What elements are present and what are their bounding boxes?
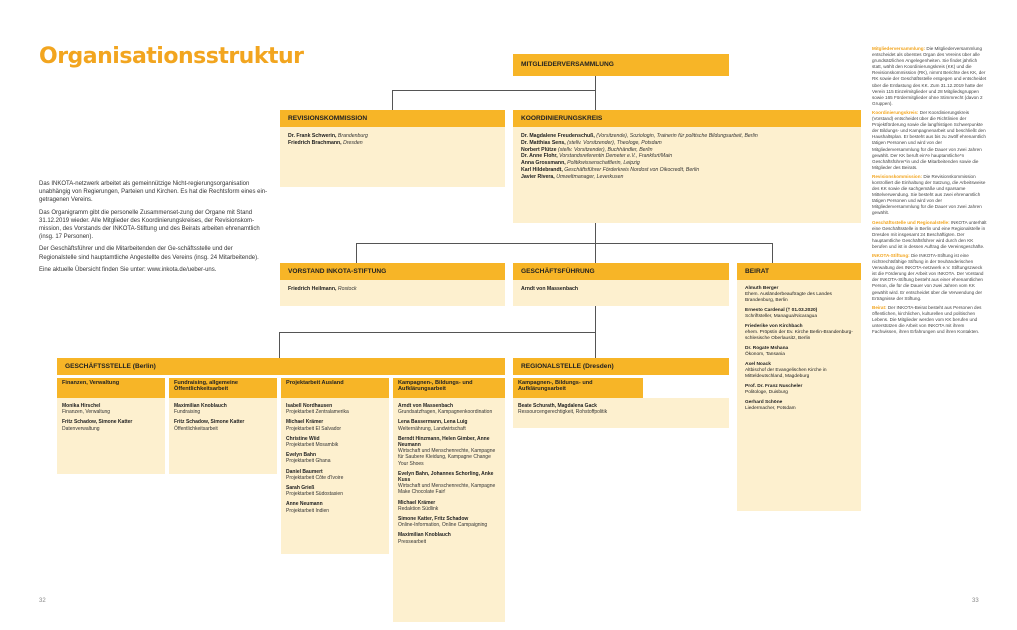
staff-entry: Lena Bassermann, Lena Luig Welternährung, Landwirtschaft [398,419,468,432]
staff-entry: Isabell Nordhausen Projektarbeit Zentralamerika [286,403,349,416]
member-entry: Friederike von Kirchbach ehem. Pröpstin der Ev. Kirche Berlin-Brandenburg-schlesische Oberlausitz, Berlin [745,324,853,341]
staff-entry: Daniel Baumert Projektarbeit Côte d'Ivoire [286,468,344,481]
department-label: Kampagnen-, Bildungs- und Aufklärungsarbeit [393,378,505,398]
beirat-box [737,263,861,511]
sidebar-paragraph: Mitgliederversammlung: Die Mitgliederversammlung entscheidet als oberstes Organ des Vereins über alle grundsätzlichen Angelegenheiten. Sie findet jährlich statt, wählt den Koordinierungskreis (KK) und die Revisionskommission (RK), nimmt Berichte des KK, der RK sowie der Geschäftsstelle entgegen und entscheidet über die Entlastung des KK. Zum 31.12.2019 hatte der Verein 115 Einzelmitglieder und 28 Mitgliedsgruppen sowie 165 Fördermitglieder ohne Stimmrecht (davon 2 Gruppen). [872,46,987,106]
department-projektarbeit [281,378,389,554]
connector-line [772,243,773,263]
connector-line [279,332,595,333]
connector-line [595,332,596,358]
staff-entry: Michael Krämer Projektarbeit El Salvador [286,419,342,432]
sidebar-explanations [872,46,988,338]
member-line: Dr. Magdalene Freudenschuß, (Vorsitzende), Soziologin, Trainerin für politische Bildungsarbeit, Berlin [521,133,758,139]
staff-entry: Michael Krämer Redaktion Südlink [398,499,439,512]
staff-entry: Simone Katter, Fritz Schadow Online-Information, Online Campaigning [398,516,488,529]
member-entry: Dr. Rogate Mshana Ökonom, Tansania [745,346,789,357]
member-entry: Axel Noack Altbischof der Evangelischen Kirche in Mitteldeutschland, Magdeburg [745,362,827,379]
department-staff [281,398,389,554]
department-staff [57,398,165,474]
member-line: Karl Hildebrandt, Geschäftsführer Förderkreis Nordost von Oikocredit, Berlin [521,166,700,173]
member-line: Dr. Matthias Sens, (stellv. Vorsitzender), Theologe, Potsdam [521,139,662,146]
connector-line [279,332,280,358]
connector-line [595,90,596,110]
staff-entry: Maximilian Knoblauch Pressearbeit [398,532,451,545]
vorstand-label: VORSTAND INKOTA-STIFTUNG [280,263,505,280]
connector-line [595,223,596,243]
regionalstelle-label: REGIONALSTELLE (Dresden) [513,358,729,375]
geschaeftsfuehrung-box [513,263,729,306]
staff-entry: Monika Hirschel Finanzen, Verwaltung [62,403,111,416]
connector-line [392,90,596,91]
member-entry: Almuth Berger Ehem. Ausländerbeauftragte des Landes Brandenburg, Berlin [745,286,832,303]
revisionskommission-members [280,127,505,187]
intro-paragraph: Eine aktuelle Übersicht finden Sie unter: www.inkota.de/ueber-uns. [39,266,217,273]
department-label: Fundraising, allgemeine Öffentlichkeitsarbeit [169,378,277,398]
vorstand-box [280,263,505,306]
department-staff [169,398,277,474]
sidebar-paragraph: Koordinierungskreis: Der Koordinierungskreis (Vorstand) entscheidet über die Richtlinien der Projektförderung sowie die langfristigen Schwerpunkte der Bildungs- und Kampagnenarbeit und beschließt den Haushaltsplan. Er besteht aus bis zu zwölf ehrenamtlich tätigen Personen und wird von der Mitgliederversammlung für die Dauer von zwei Jahren gewählt. Der KK beruft ein*e hauptamtliche*n Geschäftsführer*in und die Mitarbeitenden sowie die Mitglieder des Beirats. [872,109,986,170]
connector-line [392,90,393,110]
staff-entry: Fritz Schadow, Simone Katter Öffentlichkeitsarbeit [174,419,245,432]
connector-line [595,76,596,90]
page-number-left: 32 [39,598,46,604]
connector-line [356,243,357,263]
mitgliederversammlung-label: MITGLIEDERVERSAMMLUNG [513,54,729,76]
sidebar-paragraph: Geschäftsstelle und Regionalstelle: INKOTA unterhält eine Geschäftsstelle in Berlin und eine Regionalstelle in Dresden mit insgesamt 24 Beschäftigten. Der hauptamtliche Geschäftsführer wird durch den KK berufen und ist in dessen Auftrag die Vereinsgeschäfte. [872,219,987,249]
member-line: Dr. Frank Schwerin, Brandenburg [288,133,368,139]
member-entry: Gerhard Schöne Liedermacher, Potsdam [745,400,796,411]
connector-line [595,243,596,263]
department-finanzen [57,378,165,474]
intro-paragraph: Das INKOTA-netzwerk arbeitet als gemeinnützige Nicht-regierungsorganisation unabhängig von Regierungen, Parteien und Kirchen. Es hat die Rechtsform eines ein-getragenen Vereins. [39,181,268,204]
staff-entry: Evelyn Bahn, Johannes Schorling, Anke Kuss Wirtschaft und Menschenrechte, Kampagne Make Chocolate Fair! [398,470,496,496]
page-number-right: 33 [972,598,979,604]
mitgliederversammlung-box [513,54,729,76]
staff-entry: Maximilian Knoblauch Fundraising [174,403,227,416]
page-title: Organisationsstruktur [39,44,304,69]
staff-entry: Sarah Grieß Projektarbeit Südostasien [286,485,343,498]
geschaeftsfuehrung-label: GESCHÄFTSFÜHRUNG [513,263,729,280]
member-line: Friedrich Brachmann, Dresden [288,139,363,146]
geschaeftsstelle-label: GESCHÄFTSSTELLE (Berlin) [57,358,505,375]
staff-entry: Beate Schurath, Magdalena Gack Ressourcengerechtigkeit, Rohstoffpolitik [518,403,608,416]
staff-entry: Christine Wiid Projektarbeit Mosambik [286,435,339,449]
vorstand-members [280,280,505,306]
member-entry: Ernesto Cardenal († 01.03.2020) Schriftsteller, Managua/Nicaragua [745,308,818,319]
department-kampagnen [393,378,505,622]
department-staff [393,398,505,622]
staff-entry: Evelyn Bahn Projektarbeit Ghana [286,452,331,465]
staff-entry: Anne Neumann Projektarbeit Indien [286,501,330,514]
koordinierungskreis-label: KOORDINIERUNGSKREIS [513,110,861,127]
department-fundraising [169,378,277,474]
department-regional-kampagnen [513,378,729,428]
member-line: Friedrich Heilmann, Rostock [288,286,357,292]
connector-line [356,243,772,244]
sidebar-paragraph: INKOTA-Stiftung: Die INKOTA-Stiftung ist eine nichtrechtsfähige Stiftung in der treuhänderischen Verwaltung des INKOTA-netzwerk e.V. Stiftungszweck ist die Förderung der Arbeit von INKOTA. Der Vorstand der INKOTA-Stiftung besteht aus einer ehrenamtlichen Person, die für die Dauer von zwei Jahren vom KK gewählt wird. Er entscheidet über die Verwendung der Erträgnisse der Stiftung. [872,253,984,301]
department-label: Projektarbeit Ausland [281,378,389,398]
sidebar-paragraph: Beirat: Der INKOTA-Beirat besteht aus Personen des öffentlichen, kirchlichen, kulturellen und politischen Lebens. Die Mitglieder werden vom KK berufen und unterstützen die Arbeit von INKOTA mit ihrem Fachwissen, ihren Erfahrungen und ihren Kontakten. [872,304,982,335]
department-staff [513,398,729,428]
member-line: Javier Rivera, Umweltmanager, Leverkusen [521,173,624,180]
staff-entry: Arndt von Massenbach Grundsatzfragen, Kampagnenkoordination [398,403,493,416]
revisionskommission-box [280,110,505,187]
staff-entry: Berndt Hinzmann, Helen Gimber, Anne Neumann Wirtschaft und Menschenrechte, Kampagne für Saubere Kleidung, Kampagne Change Your Shoes [398,435,496,467]
member-line: Arndt von Massenbach [521,286,579,292]
beirat-label: BEIRAT [737,263,861,280]
member-line: Norbert Plütze (stellv. Vorsitzender), Buchhändler, Berlin [521,146,653,153]
staff-entry: Fritz Schadow, Simone Katter Datenverwaltung [62,419,133,432]
member-entry: Prof. Dr. Franz Nuscheler Politologe, Duisburg [745,384,803,395]
beirat-members [737,280,861,511]
member-line: Anna Grossmann, Politikwissenschaftlerin, Leipzig [521,160,640,167]
intro-paragraph: Das Organigramm gibt die personelle Zusammenset-zung der Organe mit Stand 31.12.2019 wieder. Alle Mitglieder des Koordinierungskreises, der Revisionskom-mission, des Vorstands der INKOTA-Stiftung und des Beirats arbeiten ehrenamtlich (insg. 17 Personen). [39,209,260,241]
connector-line [595,306,596,332]
koordinierungskreis-members [513,127,861,223]
regionalstelle-box [513,358,729,375]
department-label: Kampagnen-, Bildungs- und Aufklärungsarbeit [513,378,643,398]
revisionskommission-label: REVISIONSKOMMISSION [280,110,505,127]
geschaeftsfuehrung-members [513,280,729,306]
intro-paragraph: Der Geschäftsführer und die Mitarbeitenden der Ge-schäftsstelle und der Regionalstelle sind hauptamtliche Angestellte des Vereins (insg. 24 Mitarbeitende). [39,246,259,261]
geschaeftsstelle-box [57,358,505,375]
koordinierungskreis-box [513,110,861,223]
department-label: Finanzen, Verwaltung [57,378,165,398]
sidebar-paragraph: Revisionskommission: Die Revisionskommission kontrolliert die Einhaltung der Satzung, die Arbeitsweise des KK sowie die sachgemäße und sparsame Mittelverwendung. Sie besteht aus zwei ehrenamtlich tätigen Personen und wird von der Mitgliederversammlung für die Dauer von zwei Jahren gewählt. [872,173,986,216]
member-line: Dr. Anne Flohr, Vorstandsreferentin Demeter e.V., Frankfurt/Main [521,153,673,160]
intro-text [39,180,269,278]
